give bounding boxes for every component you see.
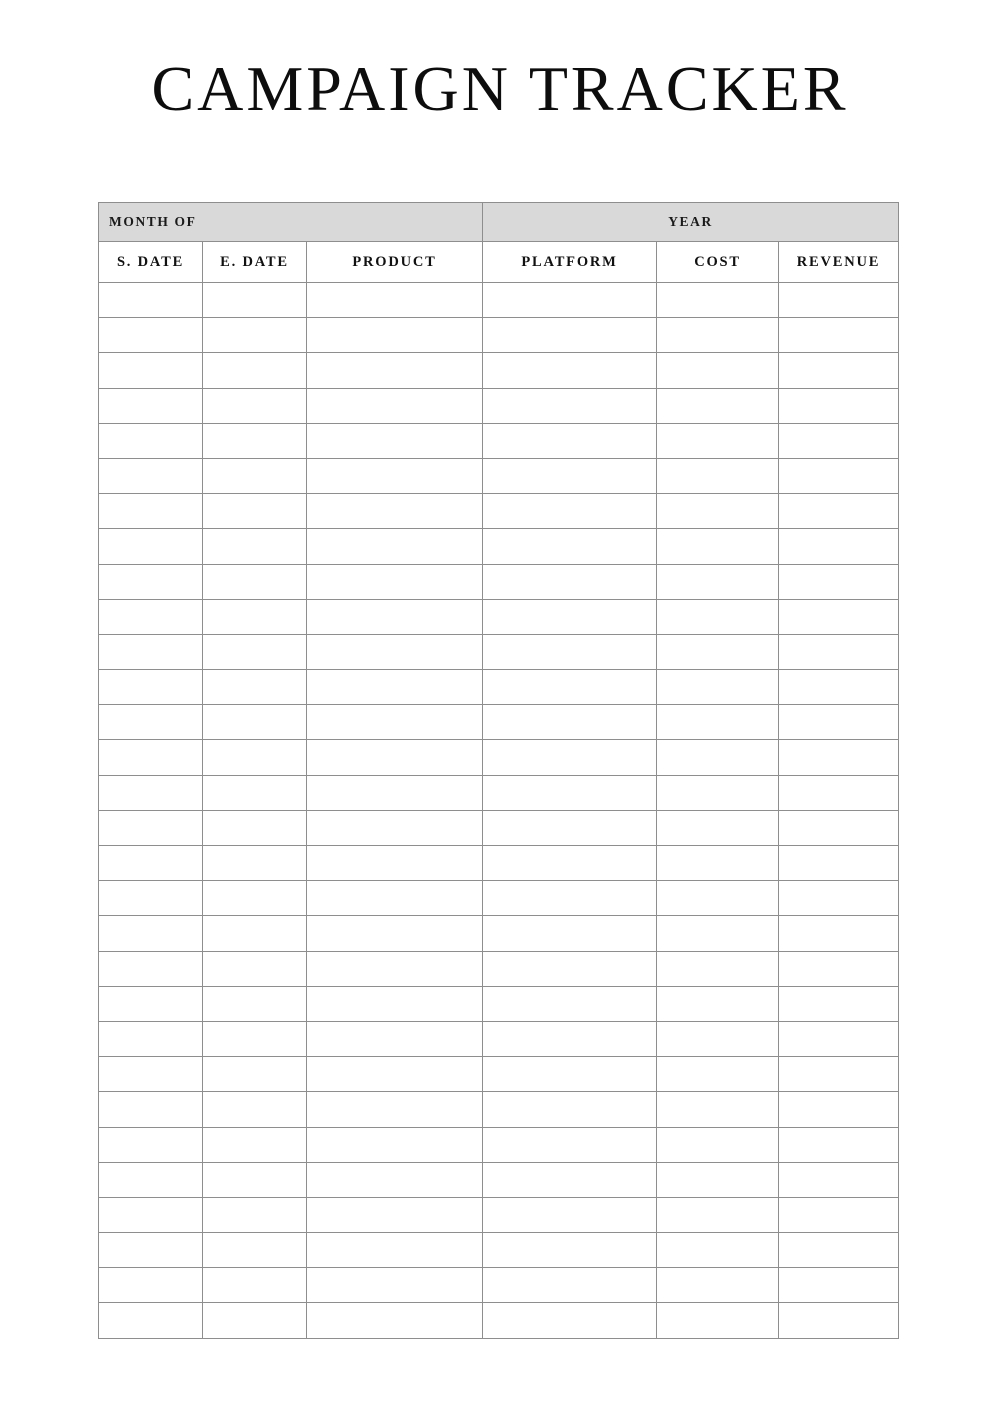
cell-e_date[interactable] xyxy=(203,1197,307,1232)
cell-product[interactable] xyxy=(307,1127,483,1162)
cell-e_date[interactable] xyxy=(203,670,307,705)
cell-platform[interactable] xyxy=(483,318,657,353)
cell-cost[interactable] xyxy=(657,1197,779,1232)
column-header-e-date: E. DATE xyxy=(203,242,307,283)
cell-platform[interactable] xyxy=(483,810,657,845)
cell-product[interactable] xyxy=(307,1303,483,1338)
cell-revenue[interactable] xyxy=(779,775,899,810)
cell-platform[interactable] xyxy=(483,1162,657,1197)
cell-cost[interactable] xyxy=(657,740,779,775)
cell-platform[interactable] xyxy=(483,423,657,458)
cell-s_date[interactable] xyxy=(99,634,203,669)
cell-cost[interactable] xyxy=(657,564,779,599)
column-header-revenue: REVENUE xyxy=(779,242,899,283)
cell-cost[interactable] xyxy=(657,1233,779,1268)
table-row[interactable] xyxy=(99,881,899,916)
cell-revenue[interactable] xyxy=(779,705,899,740)
month-of-field[interactable] xyxy=(99,203,483,242)
cell-product[interactable] xyxy=(307,881,483,916)
cell-revenue[interactable] xyxy=(779,1092,899,1127)
cell-e_date[interactable] xyxy=(203,1233,307,1268)
cell-cost[interactable] xyxy=(657,1162,779,1197)
cell-platform[interactable] xyxy=(483,494,657,529)
cell-platform[interactable] xyxy=(483,564,657,599)
cell-product[interactable] xyxy=(307,1233,483,1268)
cell-cost[interactable] xyxy=(657,1303,779,1338)
cell-e_date[interactable] xyxy=(203,810,307,845)
cell-cost[interactable] xyxy=(657,1057,779,1092)
cell-s_date[interactable] xyxy=(99,1092,203,1127)
cell-e_date[interactable] xyxy=(203,846,307,881)
cell-revenue[interactable] xyxy=(779,1233,899,1268)
cell-platform[interactable] xyxy=(483,986,657,1021)
cell-e_date[interactable] xyxy=(203,951,307,986)
table-row[interactable] xyxy=(99,634,899,669)
cell-s_date[interactable] xyxy=(99,775,203,810)
cell-product[interactable] xyxy=(307,705,483,740)
cell-e_date[interactable] xyxy=(203,986,307,1021)
cell-platform[interactable] xyxy=(483,388,657,423)
cell-product[interactable] xyxy=(307,1197,483,1232)
cell-s_date[interactable] xyxy=(99,916,203,951)
cell-revenue[interactable] xyxy=(779,810,899,845)
cell-revenue[interactable] xyxy=(779,529,899,564)
cell-product[interactable] xyxy=(307,318,483,353)
cell-s_date[interactable] xyxy=(99,494,203,529)
cell-cost[interactable] xyxy=(657,353,779,388)
cell-s_date[interactable] xyxy=(99,564,203,599)
table-row[interactable] xyxy=(99,810,899,845)
cell-platform[interactable] xyxy=(483,775,657,810)
cell-cost[interactable] xyxy=(657,634,779,669)
table-row[interactable] xyxy=(99,599,899,634)
cell-platform[interactable] xyxy=(483,283,657,318)
cell-e_date[interactable] xyxy=(203,318,307,353)
cell-cost[interactable] xyxy=(657,458,779,493)
cell-s_date[interactable] xyxy=(99,599,203,634)
cell-revenue[interactable] xyxy=(779,1197,899,1232)
cell-product[interactable] xyxy=(307,283,483,318)
cell-platform[interactable] xyxy=(483,458,657,493)
cell-cost[interactable] xyxy=(657,846,779,881)
cell-platform[interactable] xyxy=(483,881,657,916)
table-header-row xyxy=(99,242,899,283)
cell-s_date[interactable] xyxy=(99,1057,203,1092)
cell-s_date[interactable] xyxy=(99,1127,203,1162)
cell-cost[interactable] xyxy=(657,670,779,705)
cell-platform[interactable] xyxy=(483,1197,657,1232)
cell-product[interactable] xyxy=(307,670,483,705)
cell-product[interactable] xyxy=(307,529,483,564)
cell-platform[interactable] xyxy=(483,634,657,669)
cell-s_date[interactable] xyxy=(99,740,203,775)
table-row[interactable] xyxy=(99,283,899,318)
cell-cost[interactable] xyxy=(657,1127,779,1162)
cell-s_date[interactable] xyxy=(99,353,203,388)
table-row[interactable] xyxy=(99,388,899,423)
page-title: CAMPAIGN TRACKER xyxy=(151,53,849,124)
cell-product[interactable] xyxy=(307,1021,483,1056)
table-row[interactable] xyxy=(99,986,899,1021)
cell-s_date[interactable] xyxy=(99,388,203,423)
cell-s_date[interactable] xyxy=(99,846,203,881)
year-field[interactable] xyxy=(483,203,899,242)
table-row[interactable] xyxy=(99,951,899,986)
cell-revenue[interactable] xyxy=(779,458,899,493)
column-header-cost: COST xyxy=(657,242,779,283)
cell-s_date[interactable] xyxy=(99,951,203,986)
cell-revenue[interactable] xyxy=(779,1127,899,1162)
table-row[interactable] xyxy=(99,1162,899,1197)
table-row[interactable] xyxy=(99,458,899,493)
cell-revenue[interactable] xyxy=(779,916,899,951)
cell-revenue[interactable] xyxy=(779,951,899,986)
cell-e_date[interactable] xyxy=(203,705,307,740)
cell-cost[interactable] xyxy=(657,1092,779,1127)
cell-product[interactable] xyxy=(307,951,483,986)
cell-s_date[interactable] xyxy=(99,986,203,1021)
cell-e_date[interactable] xyxy=(203,881,307,916)
cell-product[interactable] xyxy=(307,1092,483,1127)
cell-cost[interactable] xyxy=(657,599,779,634)
table-row[interactable] xyxy=(99,1092,899,1127)
cell-product[interactable] xyxy=(307,846,483,881)
cell-product[interactable] xyxy=(307,916,483,951)
cell-revenue[interactable] xyxy=(779,986,899,1021)
cell-s_date[interactable] xyxy=(99,529,203,564)
cell-revenue[interactable] xyxy=(779,740,899,775)
cell-cost[interactable] xyxy=(657,951,779,986)
table-row[interactable] xyxy=(99,564,899,599)
cell-product[interactable] xyxy=(307,1057,483,1092)
cell-revenue[interactable] xyxy=(779,1162,899,1197)
cell-revenue[interactable] xyxy=(779,634,899,669)
table-row[interactable] xyxy=(99,846,899,881)
cell-product[interactable] xyxy=(307,740,483,775)
table-row[interactable] xyxy=(99,775,899,810)
cell-product[interactable] xyxy=(307,458,483,493)
cell-e_date[interactable] xyxy=(203,283,307,318)
cell-e_date[interactable] xyxy=(203,458,307,493)
cell-revenue[interactable] xyxy=(779,846,899,881)
cell-product[interactable] xyxy=(307,986,483,1021)
cell-revenue[interactable] xyxy=(779,388,899,423)
table-row[interactable] xyxy=(99,1268,899,1303)
cell-platform[interactable] xyxy=(483,705,657,740)
cell-cost[interactable] xyxy=(657,388,779,423)
cell-e_date[interactable] xyxy=(203,564,307,599)
cell-e_date[interactable] xyxy=(203,494,307,529)
cell-revenue[interactable] xyxy=(779,353,899,388)
cell-revenue[interactable] xyxy=(779,881,899,916)
cell-e_date[interactable] xyxy=(203,423,307,458)
cell-product[interactable] xyxy=(307,564,483,599)
year-label: YEAR xyxy=(668,214,713,229)
column-header-platform: PLATFORM xyxy=(483,242,657,283)
cell-product[interactable] xyxy=(307,599,483,634)
cell-platform[interactable] xyxy=(483,599,657,634)
cell-e_date[interactable] xyxy=(203,1057,307,1092)
campaign-tracker-table xyxy=(98,202,899,1339)
table-row[interactable] xyxy=(99,705,899,740)
cell-cost[interactable] xyxy=(657,283,779,318)
cell-platform[interactable] xyxy=(483,1268,657,1303)
cell-revenue[interactable] xyxy=(779,1268,899,1303)
cell-s_date[interactable] xyxy=(99,1303,203,1338)
cell-s_date[interactable] xyxy=(99,318,203,353)
cell-s_date[interactable] xyxy=(99,1268,203,1303)
cell-e_date[interactable] xyxy=(203,1303,307,1338)
cell-e_date[interactable] xyxy=(203,1268,307,1303)
cell-e_date[interactable] xyxy=(203,1127,307,1162)
cell-cost[interactable] xyxy=(657,775,779,810)
cell-platform[interactable] xyxy=(483,353,657,388)
cell-e_date[interactable] xyxy=(203,529,307,564)
cell-e_date[interactable] xyxy=(203,1162,307,1197)
cell-platform[interactable] xyxy=(483,1233,657,1268)
cell-revenue[interactable] xyxy=(779,423,899,458)
cell-cost[interactable] xyxy=(657,318,779,353)
table-row[interactable] xyxy=(99,494,899,529)
cell-s_date[interactable] xyxy=(99,1233,203,1268)
cell-cost[interactable] xyxy=(657,529,779,564)
table-row[interactable] xyxy=(99,318,899,353)
table-row[interactable] xyxy=(99,1057,899,1092)
cell-platform[interactable] xyxy=(483,1092,657,1127)
cell-platform[interactable] xyxy=(483,1303,657,1338)
cell-product[interactable] xyxy=(307,494,483,529)
cell-s_date[interactable] xyxy=(99,1021,203,1056)
table-row[interactable] xyxy=(99,1303,899,1338)
table-row[interactable] xyxy=(99,1127,899,1162)
cell-cost[interactable] xyxy=(657,1268,779,1303)
cell-e_date[interactable] xyxy=(203,775,307,810)
cell-revenue[interactable] xyxy=(779,283,899,318)
cell-product[interactable] xyxy=(307,353,483,388)
table-row[interactable] xyxy=(99,670,899,705)
cell-e_date[interactable] xyxy=(203,388,307,423)
cell-platform[interactable] xyxy=(483,846,657,881)
cell-revenue[interactable] xyxy=(779,599,899,634)
cell-revenue[interactable] xyxy=(779,564,899,599)
cell-s_date[interactable] xyxy=(99,283,203,318)
cell-revenue[interactable] xyxy=(779,1057,899,1092)
cell-cost[interactable] xyxy=(657,705,779,740)
cell-platform[interactable] xyxy=(483,670,657,705)
cell-s_date[interactable] xyxy=(99,810,203,845)
cell-s_date[interactable] xyxy=(99,881,203,916)
table-row[interactable] xyxy=(99,1021,899,1056)
column-header-product: PRODUCT xyxy=(307,242,483,283)
column-header-s-date: S. DATE xyxy=(99,242,203,283)
table-row[interactable] xyxy=(99,353,899,388)
cell-s_date[interactable] xyxy=(99,705,203,740)
cell-product[interactable] xyxy=(307,810,483,845)
cell-revenue[interactable] xyxy=(779,1021,899,1056)
table-row[interactable] xyxy=(99,1233,899,1268)
meta-row xyxy=(99,203,899,242)
cell-cost[interactable] xyxy=(657,881,779,916)
cell-s_date[interactable] xyxy=(99,1162,203,1197)
cell-revenue[interactable] xyxy=(779,494,899,529)
cell-e_date[interactable] xyxy=(203,634,307,669)
cell-product[interactable] xyxy=(307,634,483,669)
cell-product[interactable] xyxy=(307,388,483,423)
cell-revenue[interactable] xyxy=(779,318,899,353)
cell-platform[interactable] xyxy=(483,1127,657,1162)
cell-e_date[interactable] xyxy=(203,916,307,951)
cell-platform[interactable] xyxy=(483,1021,657,1056)
cell-e_date[interactable] xyxy=(203,1092,307,1127)
cell-platform[interactable] xyxy=(483,951,657,986)
table-row[interactable] xyxy=(99,740,899,775)
cell-platform[interactable] xyxy=(483,1057,657,1092)
cell-cost[interactable] xyxy=(657,423,779,458)
cell-product[interactable] xyxy=(307,1162,483,1197)
cell-s_date[interactable] xyxy=(99,670,203,705)
cell-s_date[interactable] xyxy=(99,1197,203,1232)
cell-e_date[interactable] xyxy=(203,740,307,775)
cell-e_date[interactable] xyxy=(203,599,307,634)
cell-cost[interactable] xyxy=(657,1021,779,1056)
cell-s_date[interactable] xyxy=(99,423,203,458)
table-row[interactable] xyxy=(99,916,899,951)
table-row[interactable] xyxy=(99,1197,899,1232)
cell-cost[interactable] xyxy=(657,916,779,951)
cell-cost[interactable] xyxy=(657,810,779,845)
month-of-label: MONTH OF xyxy=(109,214,197,229)
cell-cost[interactable] xyxy=(657,494,779,529)
cell-e_date[interactable] xyxy=(203,353,307,388)
cell-revenue[interactable] xyxy=(779,1303,899,1338)
table-row[interactable] xyxy=(99,423,899,458)
cell-product[interactable] xyxy=(307,1268,483,1303)
cell-platform[interactable] xyxy=(483,529,657,564)
cell-revenue[interactable] xyxy=(779,670,899,705)
cell-product[interactable] xyxy=(307,423,483,458)
table-row[interactable] xyxy=(99,529,899,564)
cell-product[interactable] xyxy=(307,775,483,810)
tracker-sheet xyxy=(98,202,898,1339)
cell-platform[interactable] xyxy=(483,916,657,951)
cell-e_date[interactable] xyxy=(203,1021,307,1056)
cell-cost[interactable] xyxy=(657,986,779,1021)
cell-platform[interactable] xyxy=(483,740,657,775)
cell-s_date[interactable] xyxy=(99,458,203,493)
